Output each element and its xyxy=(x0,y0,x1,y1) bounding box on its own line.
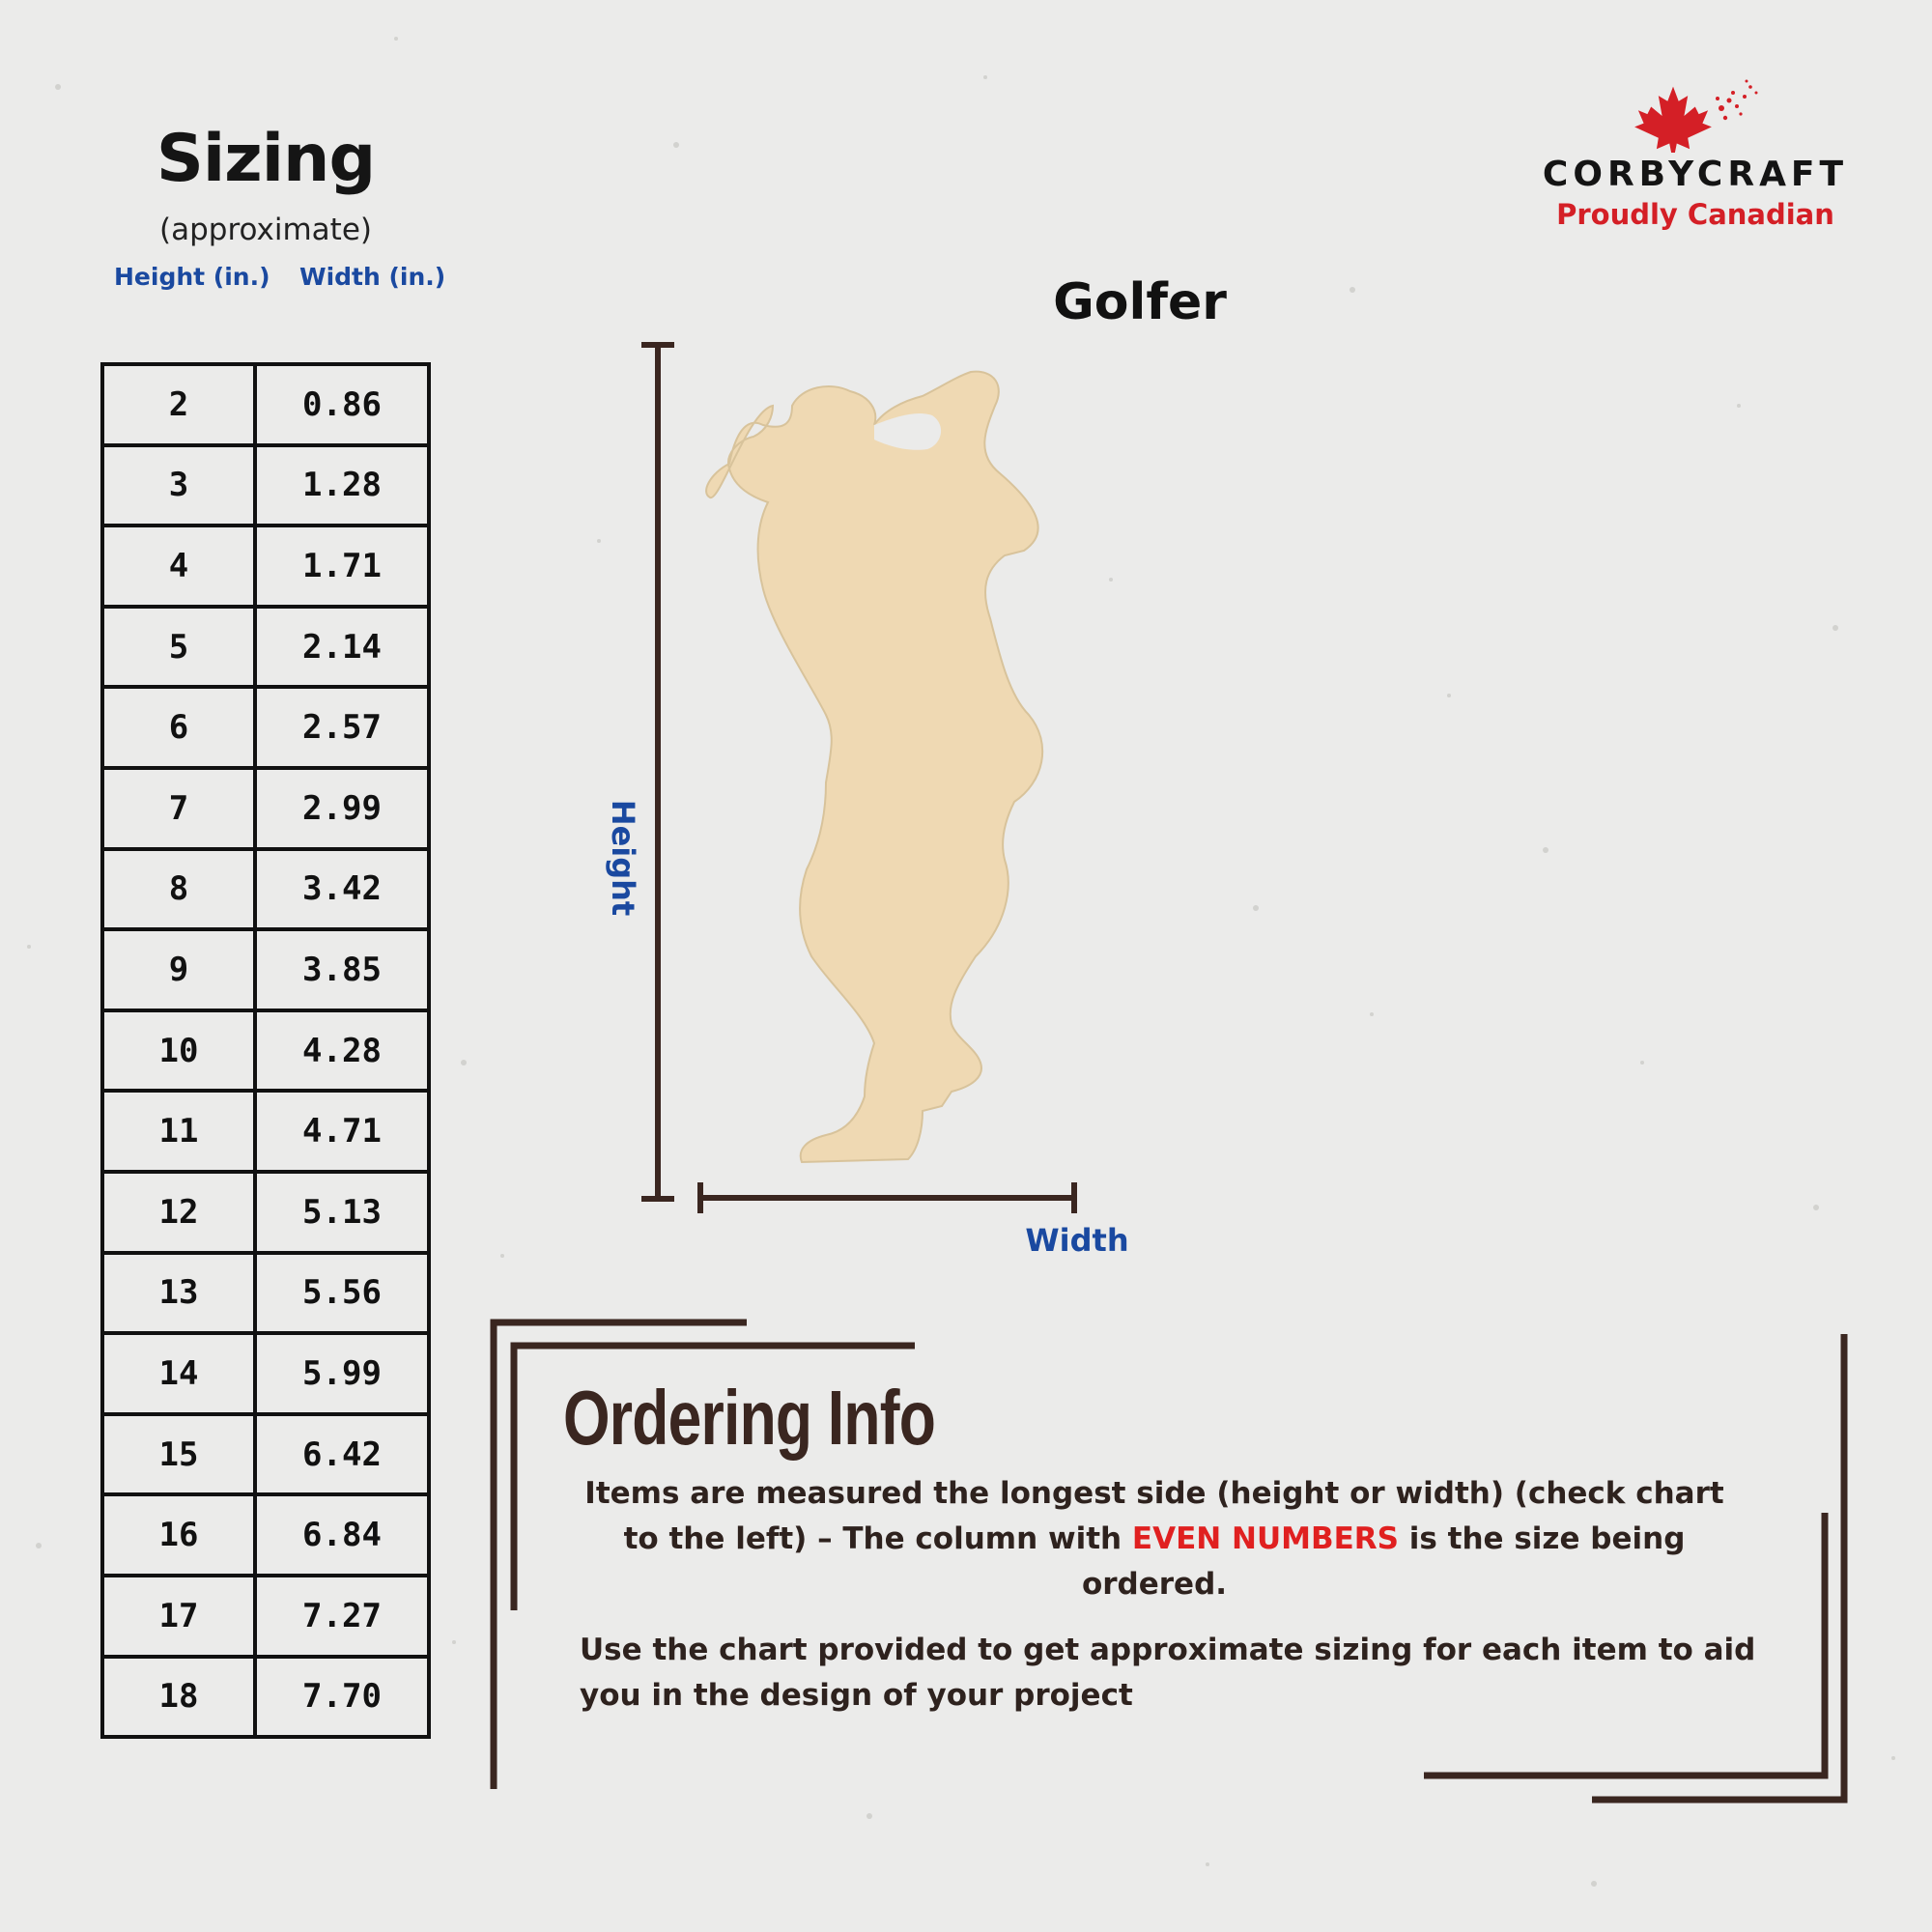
height-cell: 3 xyxy=(102,445,255,526)
width-cell: 5.13 xyxy=(255,1172,429,1253)
ordering-title: Ordering Info xyxy=(563,1375,936,1461)
height-cell: 13 xyxy=(102,1253,255,1334)
height-cell: 8 xyxy=(102,849,255,930)
brand-name: CORBYCRAFT xyxy=(1542,155,1849,194)
sizing-subtitle: (approximate) xyxy=(159,213,372,247)
width-cell: 1.28 xyxy=(255,445,429,526)
width-cell: 5.99 xyxy=(255,1333,429,1414)
height-cell: 10 xyxy=(102,1010,255,1092)
width-cell: 3.42 xyxy=(255,849,429,930)
width-cell: 4.71 xyxy=(255,1091,429,1172)
sizing-title: Sizing xyxy=(156,121,376,197)
height-cell: 6 xyxy=(102,687,255,768)
height-cell: 2 xyxy=(102,364,255,445)
width-cell: 2.57 xyxy=(255,687,429,768)
width-label: Width xyxy=(1025,1222,1129,1259)
height-cell: 14 xyxy=(102,1333,255,1414)
height-cell: 15 xyxy=(102,1414,255,1495)
width-column-header: Width (in.) xyxy=(299,263,446,291)
width-cell: 5.56 xyxy=(255,1253,429,1334)
width-cell: 3.85 xyxy=(255,929,429,1010)
height-cell: 11 xyxy=(102,1091,255,1172)
height-column-header: Height (in.) xyxy=(114,263,270,291)
even-numbers-highlight: EVEN NUMBERS xyxy=(1131,1521,1399,1556)
height-label-text: Height xyxy=(605,799,641,916)
height-cell: 4 xyxy=(102,526,255,607)
width-cell: 1.71 xyxy=(255,526,429,607)
ordering-paragraph-1 xyxy=(575,1471,1734,1607)
height-cell: 12 xyxy=(102,1172,255,1253)
ordering-p1-start: Items are measured the longest side (height or width) (check chart to the left) – The column with xyxy=(584,1476,1724,1556)
height-cell: 9 xyxy=(102,929,255,1010)
height-cell: 5 xyxy=(102,607,255,688)
width-cell: 7.70 xyxy=(255,1657,429,1738)
product-title: Golfer xyxy=(1053,273,1227,331)
ordering-paragraph-2: Use the chart provided to get approximate sizing for each item to aid you in the design of your project xyxy=(580,1633,1756,1713)
ordering-p1-end: is the size being ordered. xyxy=(1081,1521,1686,1602)
brand-tagline: Proudly Canadian xyxy=(1556,198,1834,231)
width-cell: 2.14 xyxy=(255,607,429,688)
width-cell: 2.99 xyxy=(255,768,429,849)
height-cell: 16 xyxy=(102,1494,255,1576)
width-cell: 0.86 xyxy=(255,364,429,445)
height-cell: 18 xyxy=(102,1657,255,1738)
width-cell: 6.42 xyxy=(255,1414,429,1495)
width-cell: 6.84 xyxy=(255,1494,429,1576)
height-cell: 17 xyxy=(102,1576,255,1657)
width-cell: 7.27 xyxy=(255,1576,429,1657)
height-cell: 7 xyxy=(102,768,255,849)
width-cell: 4.28 xyxy=(255,1010,429,1092)
